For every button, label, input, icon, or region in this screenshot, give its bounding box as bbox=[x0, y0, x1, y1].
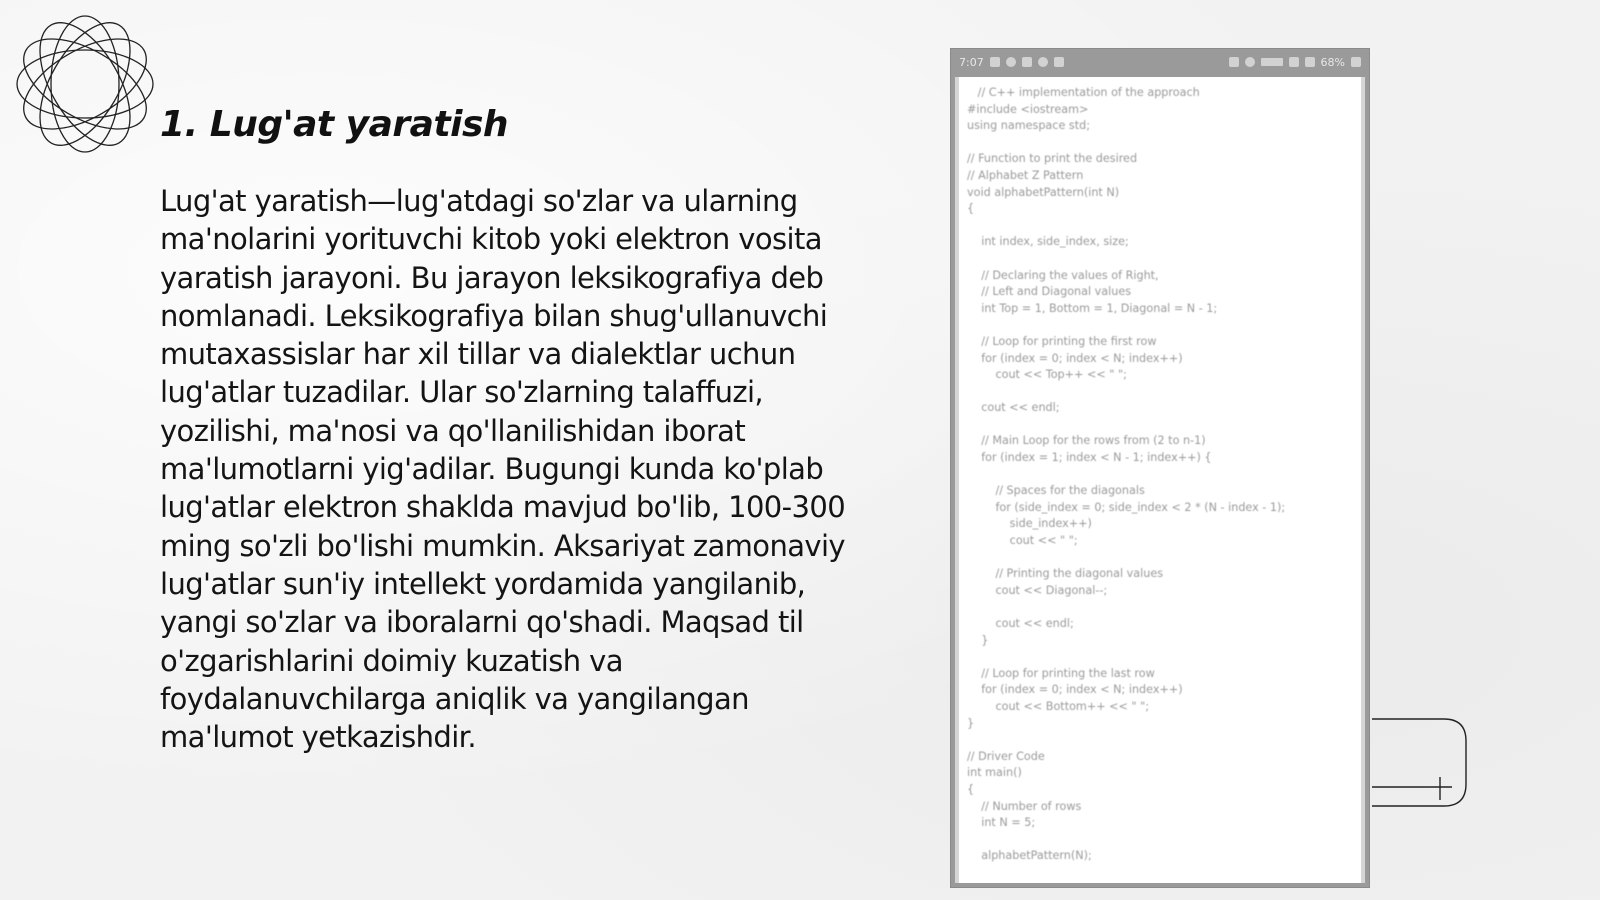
network-speed-icon bbox=[1261, 58, 1283, 66]
code-screen bbox=[955, 77, 1365, 883]
status-time: 7:07 bbox=[959, 55, 984, 69]
whatsapp-notification-icon bbox=[1006, 57, 1016, 67]
bracket-line-decoration bbox=[1372, 718, 1468, 814]
slide-body-text: Lug'at yaratish—lug'atdagi so'zlar va ularning ma'nolarini yorituvchi kitob yoki elektron vosita yaratish jarayoni. Bu jarayon leksikografiya deb nomlanadi. Leksikografiya bilan shug'ullanuvchi mutaxassislar har xil tillar va dialektlar uchun lug'atlar tuzadilar. Ular so'zlarning talaffuzi, yozilishi, ma'nosi va qo'llanilishidan iborat ma'lumotlarni yig'adilar. Bugungi kunda ko'plab lug'atlar elektron shaklda mavjud bo'lib, 100-300 ming so'zli bo'lishi mumkin. Aksariyat zamonaviy lug'atlar sun'iy intellekt yordamida yangilanib, yangi so'zlar va iboralarni qo'shadi. Maqsad til o'zgarishlarini doimiy kuzatish va foydalanuvchilarga aniqlik va yangilangan ma'lumot yetkazishdir. bbox=[160, 184, 846, 755]
screenshot-notification-icon bbox=[1054, 57, 1064, 67]
signal-stats-icon bbox=[1229, 57, 1239, 67]
battery-level: 68% bbox=[1320, 55, 1345, 69]
battery-icon bbox=[1351, 57, 1361, 67]
spirograph-logo-icon bbox=[10, 10, 160, 158]
location-notification-icon bbox=[1038, 57, 1048, 67]
gallery-notification-icon bbox=[1022, 57, 1032, 67]
alarm-icon bbox=[1245, 57, 1255, 67]
phone-screenshot bbox=[950, 48, 1370, 888]
slide-title: 1. Lug'at yaratish bbox=[160, 104, 509, 145]
youtube-notification-icon bbox=[990, 57, 1000, 67]
phone-status-bar bbox=[951, 49, 1369, 75]
cell-signal-icon bbox=[1305, 57, 1315, 67]
wifi-icon bbox=[1289, 57, 1299, 67]
code-snippet: // C++ implementation of the approach #include <iostream> using namespace std; // Function to print the desired // Alphabet Z Pattern void alphabetPattern(int N) { int index, side_index, size; // Declaring the values of Right, // Left and Diagonal values int Top = 1, Bottom = 1, Diagonal = N - 1; // Loop for printing the first row for (index = 0; index < N; index++) cout << Top++ << " "; cout << endl; // Main Loop for the rows from (2 to n-1) for (index = 1; index < N - 1; index++) { // Spaces for the diagonals for (side_index = 0; side_index < 2 * (N - index - 1); side_index++) cout << " "; // Printing the diagonal values cout << Diagonal--; cout << endl; } // Loop for printing the last row for (index = 0; index < N; index++) cout << Bottom++ << " "; } // Driver Code int main() { // Number of rows int N = 5; alphabetPattern(N); bbox=[967, 86, 1286, 863]
